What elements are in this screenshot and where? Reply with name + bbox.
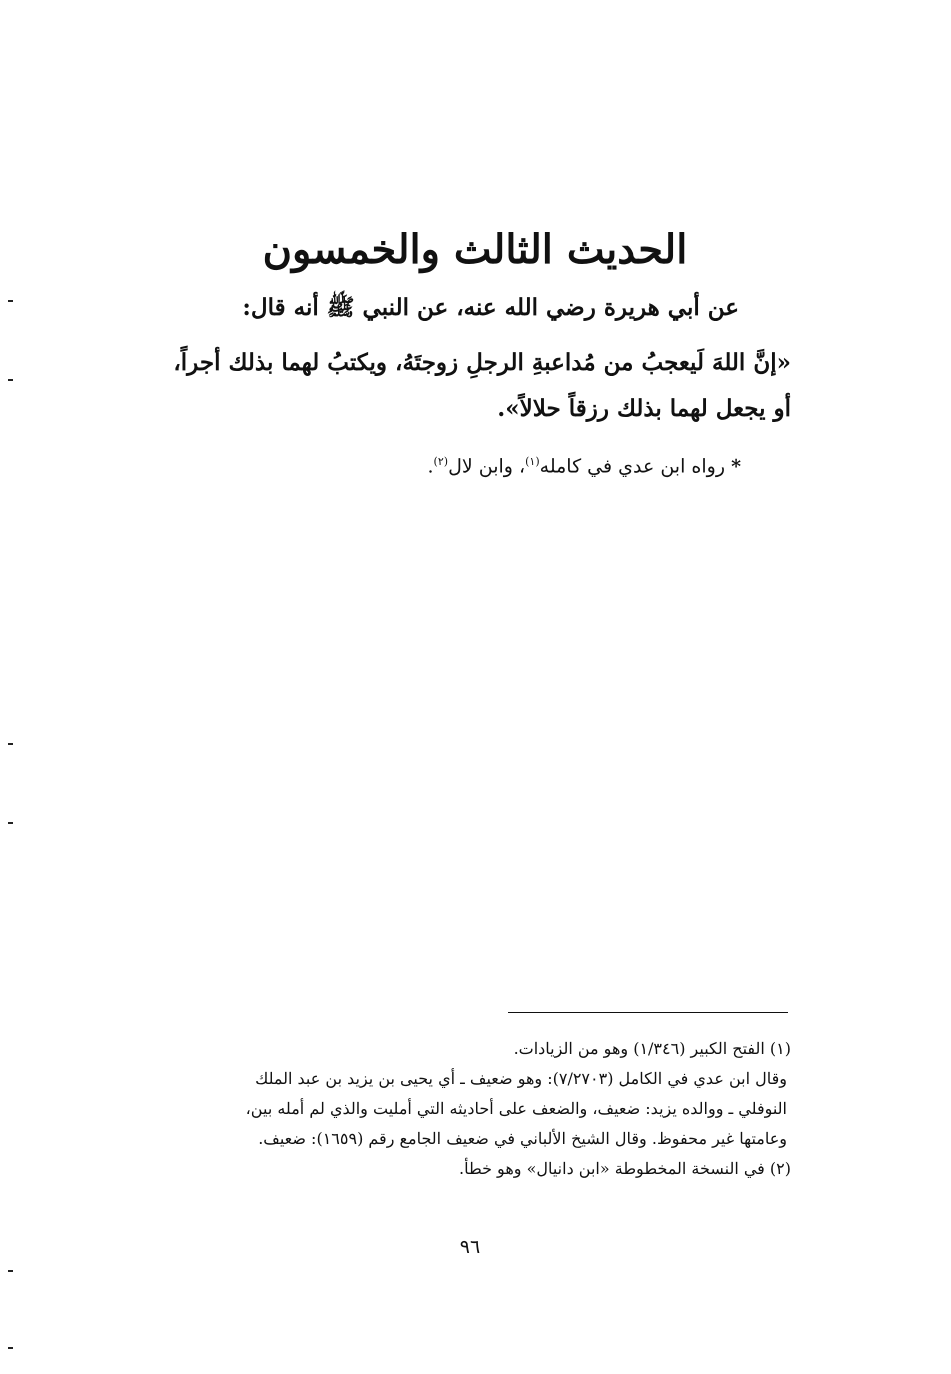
asterisk-marker: *: [731, 455, 741, 478]
footnote-line: وقال ابن عدي في الكامل (٧/٢٧٠٣): وهو ضعيف ـ أي يحيى بن يزيد بن عبد الملك: [255, 1069, 787, 1088]
scan-margin-mark: [8, 743, 13, 745]
footnote-ref-2[interactable]: (٢): [433, 455, 449, 468]
footnote-line: النوفلي ـ ووالده يزيد: ضعيف، والضعف على أحاديثه التي أمليت والذي لم أمله بين،: [245, 1099, 787, 1118]
footnote-line: وعامتها غير محفوظ. وقال الشيخ الألباني في ضعيف الجامع رقم (١٦٥٩): ضعيف.: [258, 1129, 787, 1148]
hadith-line: أو يجعل لهما بذلك رزقاً حلالاً».: [497, 395, 791, 422]
hadith-text: [101, 340, 791, 432]
narration-text-before: رواه ابن عدي في كامله: [539, 455, 726, 478]
page-title: الحديث الثالث والخمسون: [262, 226, 688, 273]
footnote-ref-1[interactable]: (١): [525, 455, 540, 468]
narration-text-after: .: [427, 455, 434, 478]
scan-margin-mark: [8, 1270, 13, 1272]
narration-source: [241, 444, 741, 484]
scan-margin-mark: [8, 300, 13, 302]
scan-margin-mark: [8, 1347, 13, 1349]
footnotes: [111, 1034, 791, 1184]
page-number: ٩٦: [459, 1236, 481, 1258]
scan-margin-mark: [8, 822, 13, 824]
narration-text-middle: ، وابن لال: [448, 455, 526, 478]
footnote-line: (٢) في النسخة المخطوطة «ابن دانيال» وهو خطأ.: [458, 1159, 791, 1178]
hadith-intro: عن أبي هريرة رضي الله عنه، عن النبي ﷺ أنه قال:: [242, 294, 739, 321]
footnote-separator: [508, 1012, 788, 1013]
footnote-line: (١) الفتح الكبير (١/٣٤٦) وهو من الزيادات.: [513, 1039, 791, 1058]
hadith-line: «إنَّ اللهَ لَيعجبُ من مُداعبةِ الرجلِ زوجتَهُ، ويكتبُ لهما بذلك أجراً،: [173, 349, 791, 376]
scan-margin-mark: [8, 379, 13, 381]
